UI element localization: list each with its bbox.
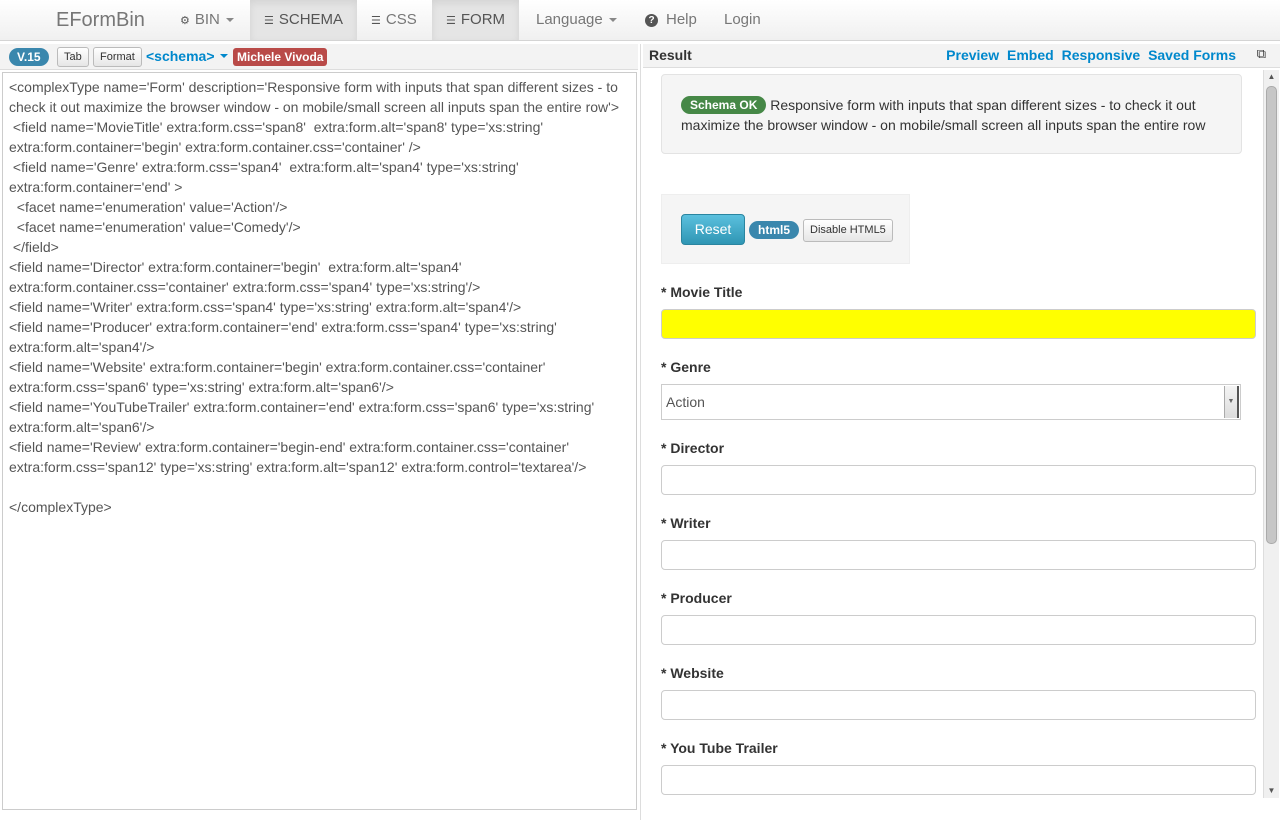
nav-form-tab[interactable] — [432, 0, 519, 40]
nav-login-link[interactable]: Login — [724, 11, 761, 28]
gear-icon: ⚙ — [180, 15, 190, 27]
disable-html5-button[interactable]: Disable HTML5 — [803, 219, 893, 242]
responsive-link[interactable]: Responsive — [1061, 47, 1141, 63]
editor-toolbar — [0, 44, 638, 70]
schema-dropdown-label: <schema> — [146, 48, 215, 64]
nav-language-menu[interactable] — [522, 0, 631, 40]
nav-help-label: Help — [666, 11, 697, 28]
website-input[interactable] — [661, 690, 1256, 720]
list-icon: ☰ — [264, 15, 274, 27]
list-icon: ☰ — [446, 15, 456, 27]
preview-link[interactable]: Preview — [946, 47, 1000, 63]
brand-logo[interactable]: EFormBin — [56, 9, 145, 31]
caret-down-icon — [220, 54, 228, 58]
embed-link[interactable]: Embed — [1007, 47, 1054, 63]
result-links — [942, 47, 1236, 63]
result-title: Result — [649, 47, 692, 63]
select-arrow-icon[interactable]: ▼ — [1224, 386, 1239, 418]
user-label: Michele Vivoda — [233, 48, 327, 66]
version-badge[interactable]: V.15 — [9, 48, 49, 66]
writer-input[interactable] — [661, 540, 1256, 570]
schema-dropdown[interactable] — [146, 48, 228, 64]
movie-title-input[interactable] — [661, 309, 1256, 339]
saved-forms-link[interactable]: Saved Forms — [1148, 47, 1236, 63]
caret-down-icon — [609, 18, 617, 22]
schema-editor[interactable]: <complexType name='Form' description='Responsive form with inputs that span different sizes - to check it out maximize the browser window - on mobile/small screen all inputs span the entire row'> <field name='MovieTitle' extra:form.css='span8' extra:form.alt='span8' type='xs:string' extra:form.container='begin' extra:form.container.css='container' /> <field name='Genre' extra:form.css='span4' extra:form.alt='span4' type='xs:string' extra:form.container='end' > <facet name='enumeration' value='Action'/> <facet name='enumeration' value='Comedy'/> </field> <field name='Director' extra:form.container='begin' extra:form.alt='span4' extra:form.container.css='container' extra:form.css='span4' type='xs:string'/> <field name='Writer' extra:form.css='span4' type='xs:string' extra:form.alt='span4'/> <field name='Producer' extra:form.container='end' extra:form.css='span4' type='xs:string' extra:form.alt='span4'/> <field name='Website' extra:form.container='begin' extra:form.container.css='container' extra:form.css='span6' type='xs:string' extra:form.alt='span6'/> <field name='YouTubeTrailer' extra:form.container='end' extra:form.css='span6' type='xs:string' extra:form.alt='span6'/> <field name='Review' extra:form.container='begin-end' extra:form.container.css='container' extra:form.css='span12' type='xs:string' extra:form.alt='span12' extra:form.control='textarea'/> </complexType> — [2, 72, 637, 810]
top-navbar — [0, 0, 1280, 41]
nav-form-label: FORM — [460, 11, 506, 28]
genre-select[interactable] — [661, 384, 1241, 420]
form-description: Responsive form with inputs that span different sizes - to check it out maximize the browser window - on mobile/small screen all inputs span the entire row — [681, 97, 1206, 133]
nav-bin-menu[interactable] — [166, 0, 248, 40]
youtube-trailer-input[interactable] — [661, 765, 1256, 795]
scroll-thumb[interactable] — [1266, 86, 1277, 544]
schema-status-alert — [661, 74, 1242, 154]
nav-bin-label: BIN — [194, 11, 220, 28]
nav-schema-label: SCHEMA — [278, 11, 344, 28]
scroll-down-arrow-icon[interactable]: ▼ — [1267, 786, 1276, 795]
nav-css-tab[interactable] — [357, 0, 431, 40]
movie-title-label: * Movie Title — [661, 284, 743, 300]
schema-ok-badge: Schema OK — [681, 96, 766, 114]
panel-splitter[interactable] — [640, 44, 641, 820]
nav-language-label: Language — [536, 11, 603, 28]
genre-label: * Genre — [661, 359, 711, 375]
nav-help-link[interactable] — [631, 0, 711, 40]
genre-selected-value: Action — [666, 394, 705, 410]
reset-button[interactable]: Reset — [681, 214, 745, 245]
youtube-trailer-label: * You Tube Trailer — [661, 740, 778, 756]
format-button[interactable]: Format — [93, 47, 142, 67]
website-label: * Website — [661, 665, 724, 681]
form-actions — [661, 194, 910, 264]
tab-button[interactable]: Tab — [57, 47, 89, 67]
writer-label: * Writer — [661, 515, 711, 531]
nav-schema-tab[interactable] — [250, 0, 357, 40]
director-label: * Director — [661, 440, 725, 456]
producer-label: * Producer — [661, 590, 732, 606]
result-header — [643, 44, 1280, 68]
list-icon: ☰ — [371, 15, 381, 27]
html5-badge: html5 — [749, 221, 799, 239]
nav-css-label: CSS — [385, 11, 417, 28]
result-scrollbar[interactable] — [1263, 70, 1279, 798]
producer-input[interactable] — [661, 615, 1256, 645]
scroll-up-arrow-icon[interactable]: ▲ — [1267, 72, 1276, 81]
question-circle-icon: ? — [645, 14, 658, 27]
external-link-icon[interactable]: ⧉ — [1256, 46, 1266, 61]
director-input[interactable] — [661, 465, 1256, 495]
caret-down-icon — [226, 18, 234, 22]
